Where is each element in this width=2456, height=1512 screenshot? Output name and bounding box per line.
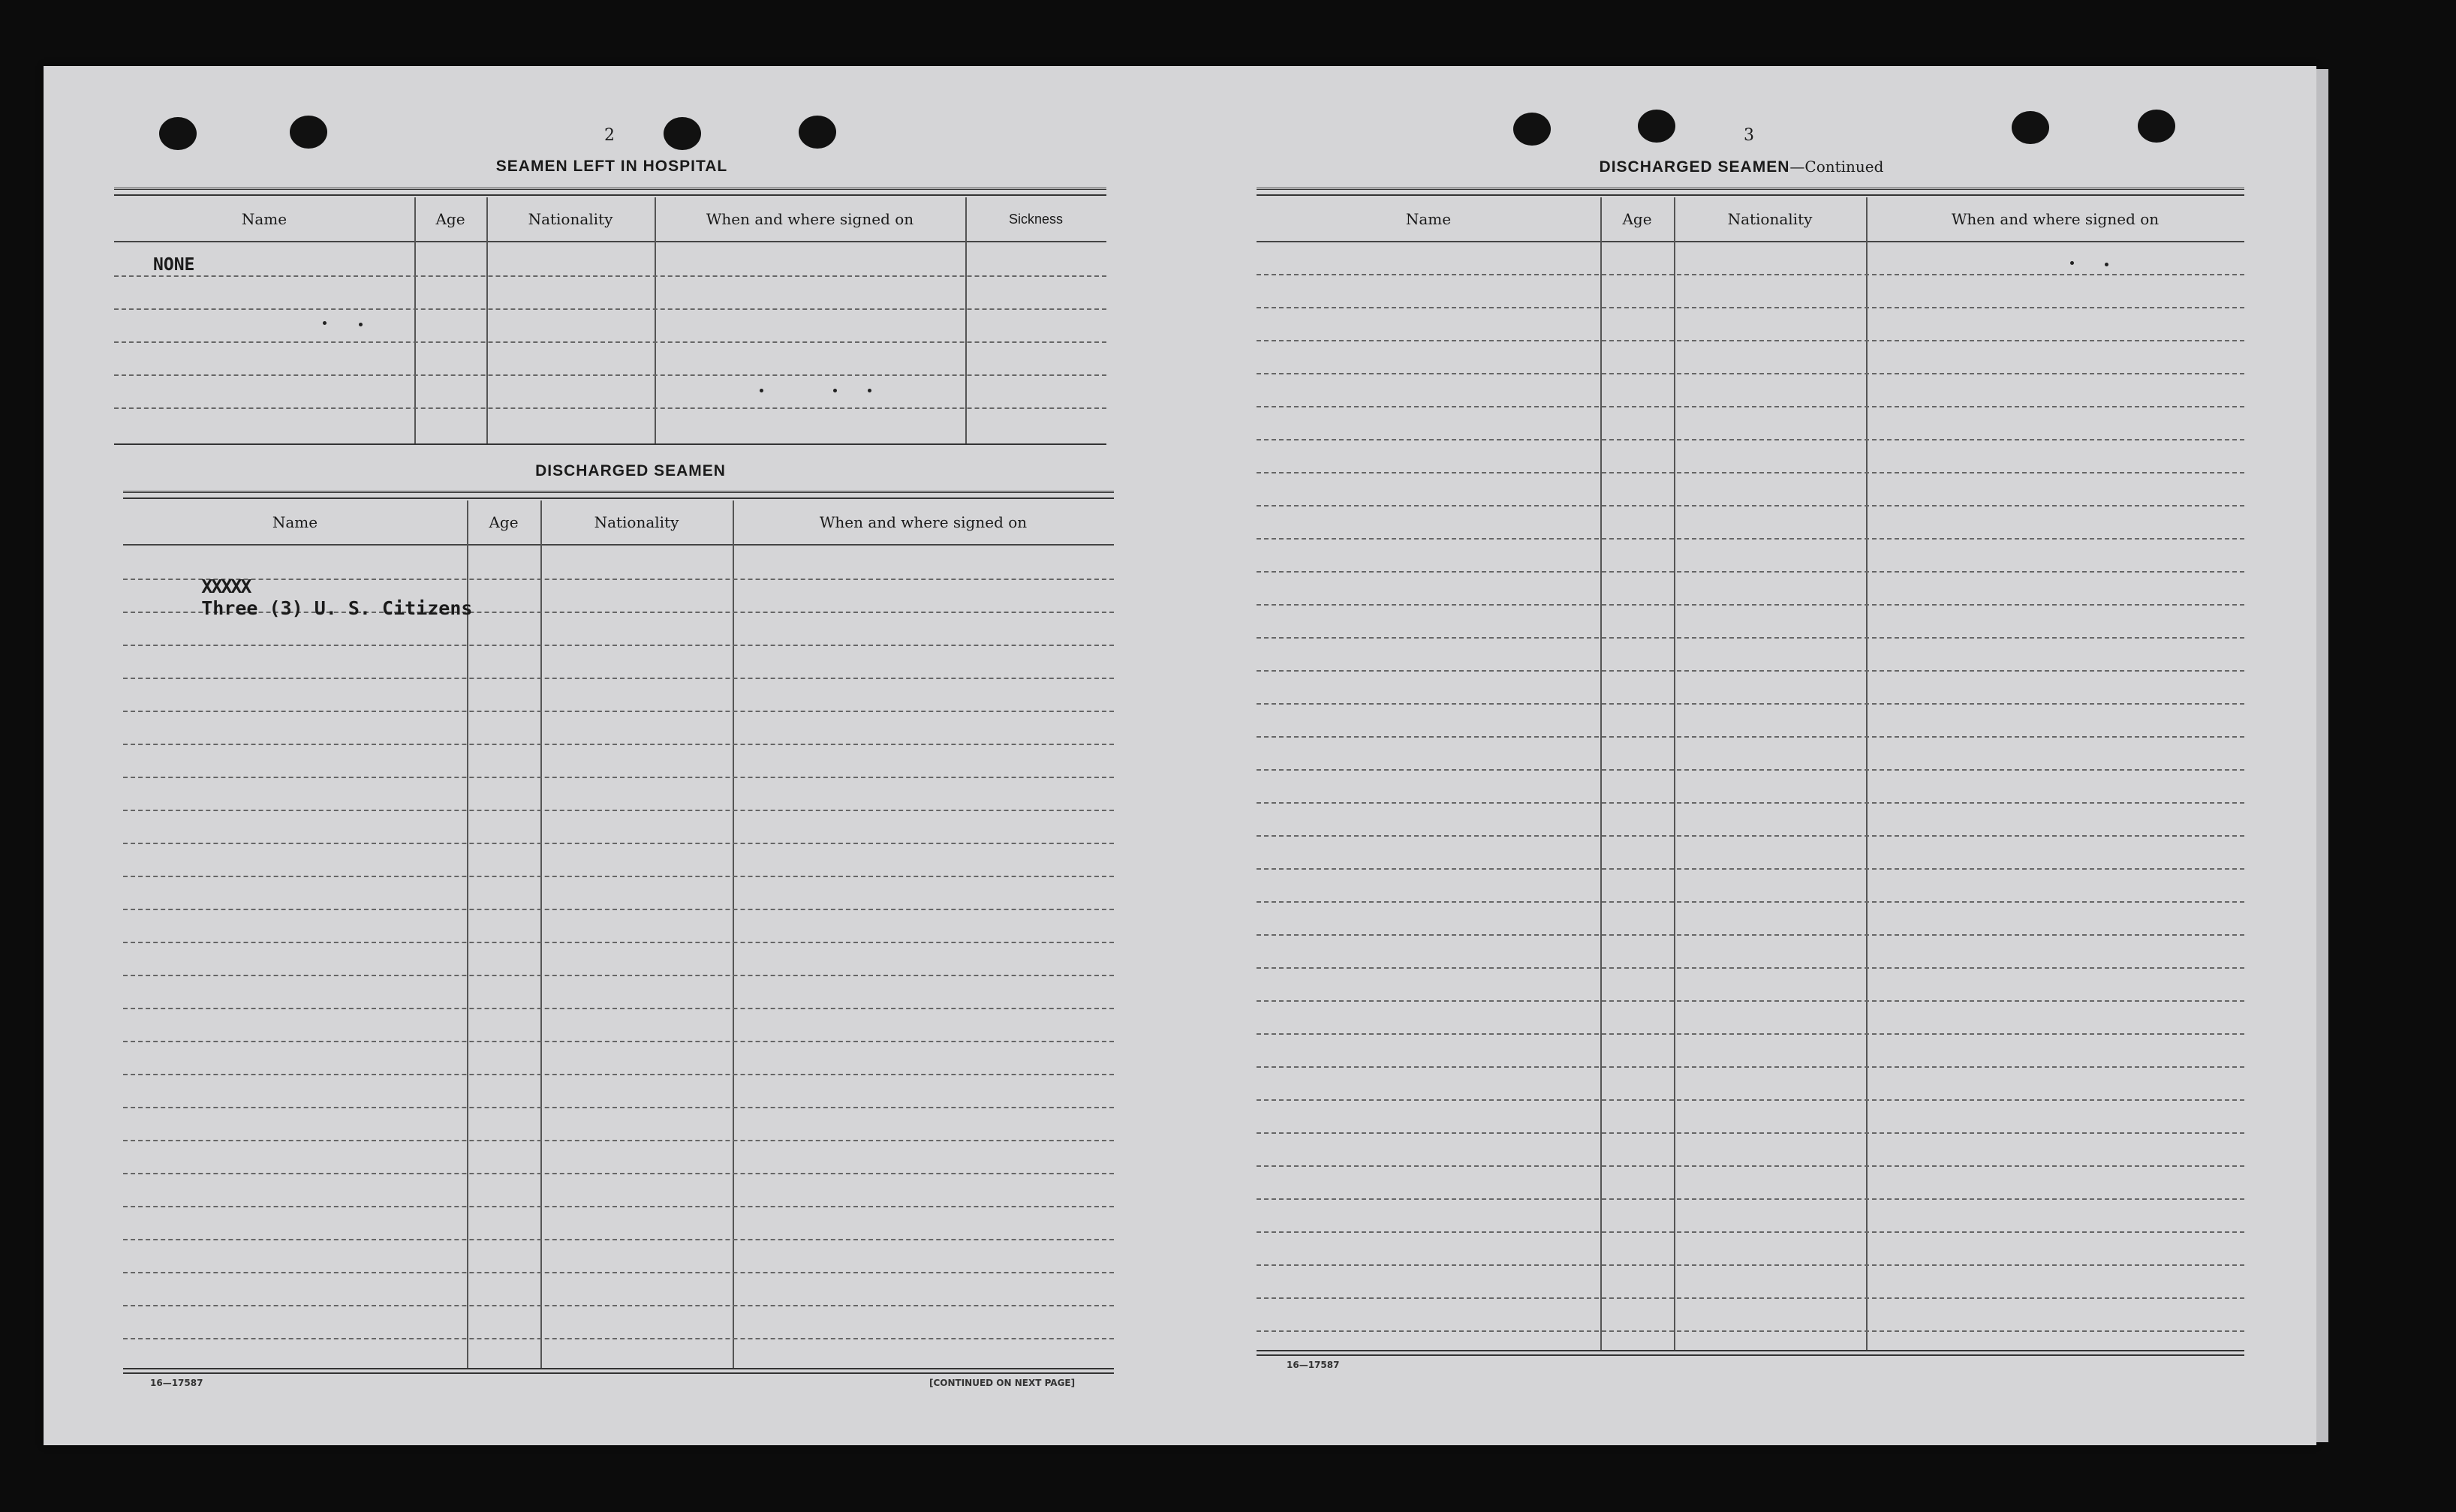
punch-hole	[799, 116, 836, 149]
row-line	[1257, 373, 2244, 374]
col-header-sickness: Sickness	[1008, 211, 1064, 227]
punch-hole	[664, 117, 701, 150]
row-line	[123, 843, 1114, 844]
row-line	[114, 275, 1106, 277]
row-line	[1257, 703, 2244, 705]
row-line	[1257, 538, 2244, 540]
row-line	[1257, 406, 2244, 407]
col-header-name: Name	[1405, 210, 1452, 228]
discharged-continued-title-cont: —Continued	[1789, 158, 1884, 176]
row-line	[1257, 967, 2244, 969]
col-header-nationality: Nationality	[594, 513, 679, 531]
row-line	[123, 942, 1114, 943]
row-line	[1257, 835, 2244, 837]
row-line	[123, 975, 1114, 976]
row-line	[1257, 670, 2244, 672]
row-line	[1257, 1132, 2244, 1134]
discharged-entry	[156, 554, 472, 641]
row-line	[1257, 934, 2244, 936]
row-line	[1257, 307, 2244, 308]
ink-speck	[2105, 263, 2108, 266]
right-page-number: 3	[1744, 126, 1754, 145]
row-line	[123, 1041, 1114, 1042]
row-line	[114, 407, 1106, 409]
row-line	[123, 810, 1114, 811]
discharged-section-title: DISCHARGED SEAMEN	[535, 462, 726, 479]
row-line	[123, 909, 1114, 910]
row-line	[1257, 1231, 2244, 1233]
ink-speck	[359, 323, 363, 326]
row-line	[123, 1206, 1114, 1207]
row-line	[123, 678, 1114, 679]
discharged-continued-table-header	[1257, 197, 2244, 242]
hospital-table	[114, 188, 1106, 445]
hospital-section-title: SEAMEN LEFT IN HOSPITAL	[495, 158, 728, 175]
row-line	[1257, 571, 2244, 573]
discharged-continued-table	[1257, 188, 2244, 1351]
col-header-nationality: Nationality	[528, 210, 613, 228]
col-header-nationality: Nationality	[1727, 210, 1813, 228]
col-header-age: Age	[489, 513, 519, 531]
row-line	[114, 374, 1106, 376]
discharged-table-header	[123, 500, 1114, 546]
discharged-entry-text: Three (3) U. S. Citizens	[201, 597, 473, 619]
col-header-signed-on: When and where signed on	[819, 513, 1028, 531]
discharged-continued-title	[1494, 158, 1989, 176]
table-bottom-rule	[1257, 1354, 2244, 1356]
row-line	[1257, 901, 2244, 903]
row-line	[1257, 736, 2244, 738]
ink-speck	[760, 389, 763, 392]
table-bottom-rule	[123, 1368, 1114, 1369]
ink-speck	[833, 389, 837, 392]
form-number: 16—17587	[1287, 1360, 1340, 1370]
col-header-age: Age	[435, 210, 465, 228]
row-line	[1257, 472, 2244, 473]
table-bottom-rule	[114, 443, 1106, 445]
row-line	[1257, 1099, 2244, 1101]
punch-hole	[1638, 110, 1675, 143]
punch-hole	[159, 117, 197, 150]
ink-speck	[868, 389, 871, 392]
col-header-name: Name	[272, 513, 318, 531]
row-line	[1257, 1297, 2244, 1299]
row-line	[123, 1140, 1114, 1141]
col-header-signed-on: When and where signed on	[1951, 210, 2160, 228]
hospital-entry: NONE	[153, 255, 195, 275]
form-number: 16—17587	[150, 1378, 203, 1388]
row-line	[123, 711, 1114, 712]
punch-hole	[2138, 110, 2175, 143]
column-divider	[1674, 197, 1675, 1351]
row-line	[1257, 1066, 2244, 1068]
row-line	[1257, 439, 2244, 440]
row-line	[123, 1272, 1114, 1273]
continued-note: [CONTINUED ON NEXT PAGE]	[929, 1378, 1076, 1388]
row-line	[1257, 1000, 2244, 1002]
sheet-edge	[2316, 69, 2328, 1442]
column-divider	[1600, 197, 1602, 1351]
struck-text: XXXXX	[201, 576, 251, 597]
left-page-number: 2	[604, 126, 615, 145]
row-line	[1257, 274, 2244, 275]
ink-speck	[2070, 261, 2074, 265]
row-line	[1257, 769, 2244, 771]
row-line	[123, 1008, 1114, 1009]
column-divider	[1866, 197, 1868, 1351]
col-header-signed-on: When and where signed on	[706, 210, 914, 228]
row-line	[1257, 340, 2244, 341]
col-header-name: Name	[241, 210, 287, 228]
row-line	[1257, 868, 2244, 870]
row-line	[114, 308, 1106, 310]
row-line	[123, 1173, 1114, 1174]
row-line	[123, 1239, 1114, 1240]
row-line	[123, 744, 1114, 745]
discharged-continued-title-main: DISCHARGED SEAMEN	[1599, 158, 1790, 176]
punch-hole	[290, 116, 327, 149]
row-line	[123, 876, 1114, 877]
row-line	[123, 1074, 1114, 1075]
punch-hole	[1513, 113, 1551, 146]
table-bottom-rule	[1257, 1350, 2244, 1351]
row-line	[114, 341, 1106, 343]
table-bottom-rule	[123, 1372, 1114, 1374]
row-line	[1257, 505, 2244, 507]
row-line	[123, 1305, 1114, 1306]
row-line	[1257, 637, 2244, 639]
row-line	[1257, 1033, 2244, 1035]
row-line	[123, 1338, 1114, 1339]
row-line	[1257, 1264, 2244, 1266]
row-line	[1257, 604, 2244, 606]
row-line	[123, 645, 1114, 646]
row-line	[1257, 802, 2244, 804]
row-line	[1257, 1330, 2244, 1332]
hospital-table-header	[114, 197, 1106, 242]
row-line	[123, 1107, 1114, 1108]
row-line	[1257, 1198, 2244, 1200]
col-header-age: Age	[1622, 210, 1652, 228]
row-line	[1257, 1165, 2244, 1167]
punch-hole	[2012, 111, 2049, 144]
row-line	[123, 777, 1114, 778]
ink-speck	[323, 321, 327, 325]
